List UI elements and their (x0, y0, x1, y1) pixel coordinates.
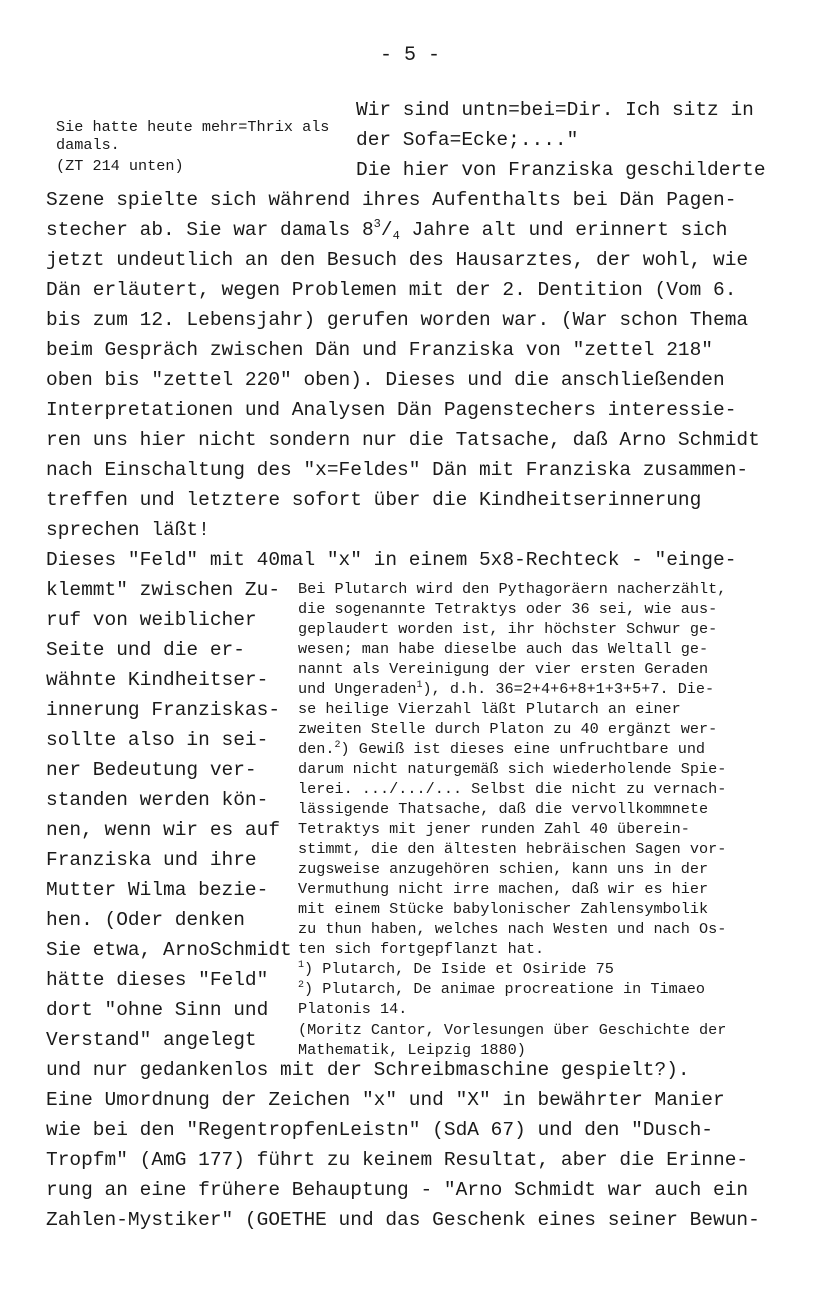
fraction-denominator: 4 (392, 229, 400, 243)
text-span: ), d.h. 36=2+4+6+8+1+3+5+7. Die- (422, 680, 715, 698)
body-line: Verstand" angelegt (46, 1029, 257, 1051)
text-span: ) Plutarch, De Iside et Osiride 75 (304, 960, 614, 978)
text-span: und Ungeraden (298, 680, 417, 698)
body-line: Dieses "Feld" mit 40mal "x" in einem 5x8-Rechteck - "einge- (46, 549, 737, 571)
margin-note-line: Sie hatte heute mehr=Thrix als (56, 118, 330, 136)
inset-line: Vermuthung nicht irre machen, daß wir es hier (298, 880, 709, 898)
inset-line: lerei. .../.../... Selbst die nicht zu vernach- (298, 780, 727, 798)
body-line: beim Gespräch zwischen Dän und Franziska von "zettel 218" (46, 339, 714, 361)
margin-note-ref: (ZT 214 unten) (56, 157, 184, 175)
text-span: ) Plutarch, De animae procreatione in Timaeo (304, 980, 706, 998)
inset-line: wesen; man habe dieselbe auch das Weltall ge- (298, 640, 709, 658)
inset-line: mit einem Stücke babylonischer Zahlensymbolik (298, 900, 709, 918)
inset-line: zu thun haben, welches nach Westen und nach Os- (298, 920, 727, 938)
body-line: Eine Umordnung der Zeichen "x" und "X" in bewährter Manier (46, 1089, 725, 1111)
text-span: stecher ab. Sie war damals 8 (46, 219, 374, 241)
inset-source: Mathematik, Leipzig 1880) (298, 1041, 526, 1059)
body-line: bis zum 12. Lebensjahr) gerufen worden war. (War schon Thema (46, 309, 749, 331)
text-span: ) Gewiß ist dieses eine unfruchtbare und (340, 740, 706, 758)
body-line: Tropfm" (AmG 177) führt zu keinem Resultat, aber die Erinne- (46, 1149, 749, 1171)
inset-line: lässigende Thatsache, daß die vervollkommnete (298, 800, 709, 818)
footnote-marker: 2 (298, 980, 305, 991)
inset-line: se heilige Vierzahl läßt Plutarch an einer (298, 700, 681, 718)
body-line: Zahlen-Mystiker" (GOETHE und das Geschenk eines seiner Bewun- (46, 1209, 760, 1231)
inset-line: darum nicht naturgemäß sich wiederholende Spie- (298, 760, 727, 778)
body-line: standen werden kön- (46, 789, 269, 811)
body-line: Seite und die er- (46, 639, 245, 661)
body-line: sprechen läßt! (46, 519, 210, 541)
footnote-marker: 1 (416, 680, 423, 691)
inset-line: zweiten Stelle durch Platon zu 40 ergänzt wer- (298, 720, 718, 738)
inset-source: (Moritz Cantor, Vorlesungen über Geschichte der (298, 1021, 727, 1039)
body-line: und nur gedankenlos mit der Schreibmaschine gespielt?). (46, 1059, 690, 1081)
body-line: sollte also in sei- (46, 729, 269, 751)
body-line: treffen und letztere sofort über die Kindheitserinnerung (46, 489, 702, 511)
body-line: Dän erläutert, wegen Problemen mit der 2. Dentition (Vom 6. (46, 279, 737, 301)
footnote-marker: 1 (298, 960, 305, 971)
footnote-1 (298, 960, 614, 982)
body-line: wähnte Kindheitser- (46, 669, 269, 691)
body-line: Mutter Wilma bezie- (46, 879, 269, 901)
text-span: Jahre alt und erinnert sich (399, 219, 728, 241)
inset-line: Bei Plutarch wird den Pythagoräern nacherzählt, (298, 580, 727, 598)
inset-line: zugsweise anzugehören schien, kann uns in der (298, 860, 709, 878)
inset-line: Tetraktys mit jener runden Zahl 40 überein- (298, 820, 690, 838)
body-line: ruf von weiblicher (46, 609, 257, 631)
body-line: ner Bedeutung ver- (46, 759, 257, 781)
inset-line: geplaudert worden ist, ihr höchster Schwur ge- (298, 620, 718, 638)
margin-note-line: damals. (56, 136, 120, 154)
body-line: hätte dieses "Feld" (46, 969, 269, 991)
body-line: nach Einschaltung des "x=Feldes" Dän mit Franziska zusammen- (46, 459, 749, 481)
body-line-fraction (46, 215, 727, 245)
body-line: ren uns hier nicht sondern nur die Tatsache, daß Arno Schmidt (46, 429, 760, 451)
inset-line-footnote (298, 680, 714, 702)
inset-line: stimmt, die den ältesten hebräischen Sagen vor- (298, 840, 727, 858)
quote-line: Wir sind untn=bei=Dir. Ich sitz in (356, 99, 754, 121)
fraction-numerator: 3 (373, 217, 381, 231)
inset-line: die sogenannte Tetraktys oder 36 sei, wie aus- (298, 600, 718, 618)
inset-line-footnote (298, 740, 705, 762)
footnote-marker: 2 (334, 740, 341, 751)
body-line: Interpretationen und Analysen Dän Pagenstechers interessie- (46, 399, 737, 421)
inset-line: ten sich fortgepflanzt hat. (298, 940, 545, 958)
body-line: Sie etwa, ArnoSchmidt (46, 939, 292, 961)
page-number: - 5 - (380, 44, 441, 67)
inset-line: Platonis 14. (298, 1000, 408, 1018)
body-line: oben bis "zettel 220" oben). Dieses und die anschließenden (46, 369, 725, 391)
body-line: wie bei den "RegentropfenLeistn" (SdA 67) und den "Dusch- (46, 1119, 714, 1141)
body-line: Die hier von Franziska geschilderte (356, 159, 766, 181)
inset-line: nannt als Vereinigung der vier ersten Geraden (298, 660, 709, 678)
body-line: nen, wenn wir es auf (46, 819, 281, 841)
fraction-slash: / (380, 219, 393, 241)
body-line: hen. (Oder denken (46, 909, 245, 931)
body-line: rung an eine frühere Behauptung - "Arno Schmidt war auch ein (46, 1179, 749, 1201)
footnote-2 (298, 980, 705, 1002)
body-line: innerung Franziskas- (46, 699, 281, 721)
quote-line: der Sofa=Ecke;...." (356, 129, 579, 151)
body-line: dort "ohne Sinn und (46, 999, 269, 1021)
body-line: Franziska und ihre (46, 849, 257, 871)
text-span: den. (298, 740, 335, 758)
body-line: klemmt" zwischen Zu- (46, 579, 281, 601)
body-line: jetzt undeutlich an den Besuch des Hausarztes, der wohl, wie (46, 249, 749, 271)
body-line: Szene spielte sich während ihres Aufenthalts bei Dän Pagen- (46, 189, 737, 211)
